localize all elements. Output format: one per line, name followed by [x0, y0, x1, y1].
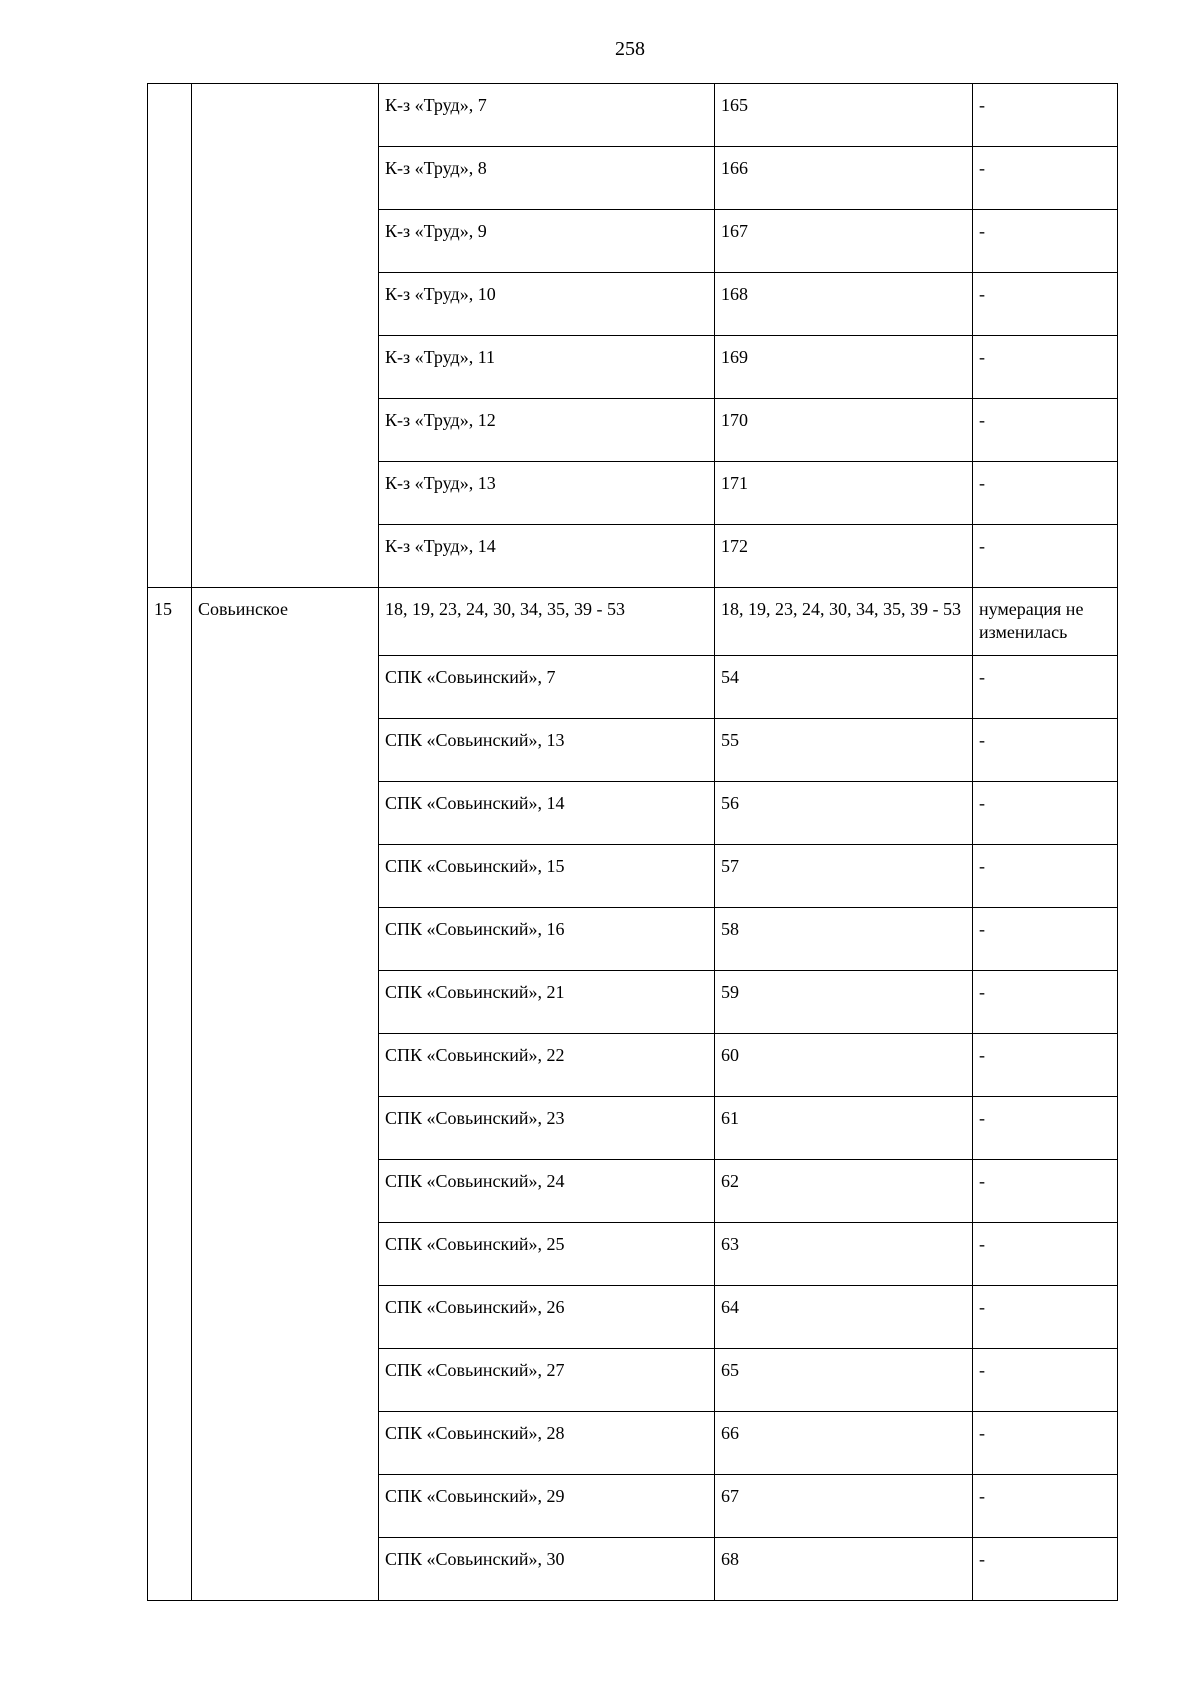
- new-number-cell: 68: [715, 1538, 973, 1601]
- old-address-cell: СПК «Совьинский», 14: [379, 782, 715, 845]
- note-cell: -: [973, 656, 1118, 719]
- note-cell: -: [973, 273, 1118, 336]
- note-cell: -: [973, 1286, 1118, 1349]
- note-cell: -: [973, 782, 1118, 845]
- old-address-cell: К-з «Труд», 8: [379, 147, 715, 210]
- new-number-cell: 66: [715, 1412, 973, 1475]
- new-number-cell: 172: [715, 525, 973, 588]
- note-cell: -: [973, 1412, 1118, 1475]
- new-number-cell: 170: [715, 399, 973, 462]
- old-address-cell: СПК «Совьинский», 28: [379, 1412, 715, 1475]
- old-address-cell: СПК «Совьинский», 15: [379, 845, 715, 908]
- old-address-cell: К-з «Труд», 7: [379, 84, 715, 147]
- note-cell: -: [973, 1538, 1118, 1601]
- new-number-cell: 60: [715, 1034, 973, 1097]
- new-number-cell: 59: [715, 971, 973, 1034]
- old-address-cell: СПК «Совьинский», 22: [379, 1034, 715, 1097]
- note-cell: -: [973, 336, 1118, 399]
- note-cell: -: [973, 845, 1118, 908]
- new-number-cell: 63: [715, 1223, 973, 1286]
- note-cell: -: [973, 719, 1118, 782]
- new-number-cell: 62: [715, 1160, 973, 1223]
- old-address-cell: К-з «Труд», 10: [379, 273, 715, 336]
- note-cell: -: [973, 1034, 1118, 1097]
- old-address-cell: К-з «Труд», 9: [379, 210, 715, 273]
- new-number-cell: 56: [715, 782, 973, 845]
- new-number-cell: 168: [715, 273, 973, 336]
- note-cell: -: [973, 147, 1118, 210]
- settlement-name-cell: [192, 84, 379, 588]
- new-number-cell: 171: [715, 462, 973, 525]
- new-number-cell: 54: [715, 656, 973, 719]
- table-body: [148, 84, 1118, 1601]
- new-number-cell: 67: [715, 1475, 973, 1538]
- old-address-cell: СПК «Совьинский», 30: [379, 1538, 715, 1601]
- old-address-cell: К-з «Труд», 14: [379, 525, 715, 588]
- numbering-table: [147, 83, 1118, 1601]
- note-cell: нумерация не изменилась: [973, 588, 1118, 656]
- row-number-cell: [148, 84, 192, 588]
- settlement-name-cell: Совьинское: [192, 588, 379, 1601]
- old-address-cell: К-з «Труд», 13: [379, 462, 715, 525]
- note-cell: -: [973, 462, 1118, 525]
- note-cell: -: [973, 908, 1118, 971]
- new-number-cell: 169: [715, 336, 973, 399]
- old-address-cell: СПК «Совьинский», 24: [379, 1160, 715, 1223]
- old-address-cell: СПК «Совьинский», 7: [379, 656, 715, 719]
- old-address-cell: К-з «Труд», 12: [379, 399, 715, 462]
- note-cell: -: [973, 84, 1118, 147]
- old-address-cell: СПК «Совьинский», 27: [379, 1349, 715, 1412]
- old-address-cell: 18, 19, 23, 24, 30, 34, 35, 39 - 53: [379, 588, 715, 656]
- old-address-cell: СПК «Совьинский», 21: [379, 971, 715, 1034]
- note-cell: -: [973, 525, 1118, 588]
- new-number-cell: 57: [715, 845, 973, 908]
- new-number-cell: 167: [715, 210, 973, 273]
- note-cell: -: [973, 1160, 1118, 1223]
- note-cell: -: [973, 1223, 1118, 1286]
- old-address-cell: СПК «Совьинский», 26: [379, 1286, 715, 1349]
- old-address-cell: СПК «Совьинский», 16: [379, 908, 715, 971]
- table-row: [148, 588, 1118, 656]
- new-number-cell: 64: [715, 1286, 973, 1349]
- note-cell: -: [973, 210, 1118, 273]
- new-number-cell: 166: [715, 147, 973, 210]
- old-address-cell: СПК «Совьинский», 13: [379, 719, 715, 782]
- new-number-cell: 65: [715, 1349, 973, 1412]
- note-cell: -: [973, 399, 1118, 462]
- new-number-cell: 165: [715, 84, 973, 147]
- new-number-cell: 58: [715, 908, 973, 971]
- table-row: [148, 84, 1118, 147]
- new-number-cell: 61: [715, 1097, 973, 1160]
- new-number-cell: 18, 19, 23, 24, 30, 34, 35, 39 - 53: [715, 588, 973, 656]
- new-number-cell: 55: [715, 719, 973, 782]
- old-address-cell: СПК «Совьинский», 29: [379, 1475, 715, 1538]
- note-cell: -: [973, 1475, 1118, 1538]
- old-address-cell: К-з «Труд», 11: [379, 336, 715, 399]
- note-cell: -: [973, 1097, 1118, 1160]
- note-cell: -: [973, 1349, 1118, 1412]
- page-number: 258: [615, 38, 645, 60]
- row-number-cell: 15: [148, 588, 192, 1601]
- note-cell: -: [973, 971, 1118, 1034]
- old-address-cell: СПК «Совьинский», 25: [379, 1223, 715, 1286]
- old-address-cell: СПК «Совьинский», 23: [379, 1097, 715, 1160]
